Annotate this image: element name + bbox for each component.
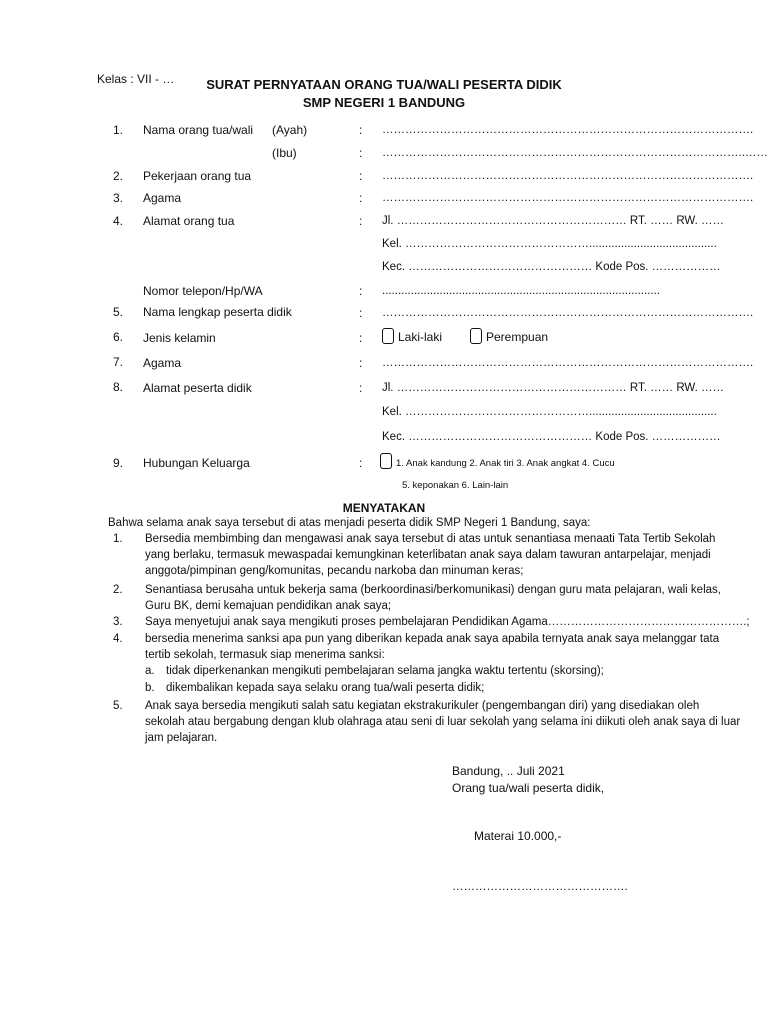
document-title: SURAT PERNYATAAN ORANG TUA/WALI PESERTA DIDIK	[206, 77, 562, 92]
list-item-number: 2.	[113, 584, 123, 596]
input-occupation[interactable]: …………………………………………………………………………………….	[382, 170, 754, 182]
colon: :	[359, 284, 363, 298]
colon: :	[359, 381, 363, 395]
row-number: 4.	[113, 214, 124, 228]
field-label-student-religion: Agama	[143, 356, 182, 370]
field-sublabel-mother: (Ibu)	[272, 146, 297, 160]
field-label-student-address: Alamat peserta didik	[143, 381, 252, 395]
list-item-line: Guru BK, demi kemajuan pendidikan anak saya;	[145, 600, 392, 612]
list-item-number: 5.	[113, 700, 123, 712]
sublist-item-line: dikembalikan kepada saya selaku orang tua/wali peserta didik;	[166, 682, 485, 694]
list-item-number: 3.	[113, 616, 123, 628]
checkbox-male[interactable]	[382, 328, 394, 344]
row-number: 5.	[113, 305, 124, 319]
input-student-kecamatan[interactable]: Kec. ………………………………………… Kode Pos. ………………	[382, 431, 721, 443]
gender-option-male[interactable]: Laki-laki	[382, 328, 442, 344]
colon: :	[359, 169, 363, 183]
list-item-line: Anak saya bersedia mengikuti salah satu kegiatan ekstrakurikuler (pengembangan diri) yang disediakan oleh	[145, 700, 700, 712]
field-label-gender: Jenis kelamin	[143, 331, 216, 345]
input-parent-kecamatan[interactable]: Kec. ………………………………………… Kode Pos. ………………	[382, 261, 721, 273]
input-mother-name[interactable]: …………………………………………………………………………………..……	[382, 147, 768, 159]
school-name: SMP NEGERI 1 BANDUNG	[302, 95, 466, 110]
input-father-name[interactable]: …………………………………………………………………………………….	[382, 124, 754, 136]
row-number: 8.	[113, 380, 124, 394]
input-parent-street[interactable]: Jl. …………………………………………………… RT. …… RW. ……	[382, 215, 725, 227]
list-item-number: 4.	[113, 633, 123, 645]
field-label-student-name: Nama lengkap peserta didik	[143, 305, 292, 319]
input-phone[interactable]: .......................................................................................	[382, 285, 660, 297]
field-label-parent-religion: Agama	[143, 191, 182, 205]
input-parent-kelurahan[interactable]: Kel. …………………………………………........................................	[382, 238, 717, 250]
colon: :	[359, 306, 363, 320]
signature-line[interactable]: ……………………………………….	[452, 881, 628, 893]
field-label-occupation: Pekerjaan orang tua	[143, 169, 252, 183]
statement-intro: Bahwa selama anak saya tersebut di atas menjadi peserta didik SMP Negeri 1 Bandung, saya:	[108, 517, 591, 529]
signature-place-date: Bandung, .. Juli 2021	[452, 764, 565, 778]
sublist-item-letter: a.	[145, 665, 155, 677]
row-number: 7.	[113, 355, 124, 369]
checkbox-relationship[interactable]	[380, 453, 392, 469]
row-number: 9.	[113, 456, 124, 470]
colon: :	[359, 456, 363, 470]
colon: :	[359, 146, 363, 160]
list-item-line: bersedia menerima sanksi apa pun yang diberikan kepada anak saya apabila ternyata anak saya melanggar tata	[145, 633, 720, 645]
gender-option-female[interactable]: Perempuan	[470, 328, 548, 344]
input-parent-religion[interactable]: …………………………………………………………………………………….	[382, 192, 754, 204]
list-item-line: yang berlaku, termasuk mewaspadai kemungkinan keterlibatan anak saya dalam tawuran antarpelajar, menjadi	[145, 549, 711, 561]
input-student-name[interactable]: …………………………………………………………………………………….	[382, 307, 754, 319]
input-student-religion[interactable]: …………………………………………………………………………………….	[382, 357, 754, 369]
materai-label: Materai 10.000,-	[474, 829, 562, 843]
list-item-line: anggota/pimpinan geng/komunitas, pecandu narkoba dan minuman keras;	[145, 565, 524, 577]
list-item-line: Saya menyetujui anak saya mengikuti proses pembelajaran Pendidikan Agama…………………………………………….;	[145, 616, 750, 628]
field-sublabel-father: (Ayah)	[272, 123, 308, 137]
colon: :	[359, 123, 363, 137]
list-item-line: jam pelajaran.	[145, 732, 218, 744]
input-student-kelurahan[interactable]: Kel. …………………………………………........................................	[382, 406, 717, 418]
input-student-street[interactable]: Jl. …………………………………………………… RT. …… RW. ……	[382, 382, 725, 394]
statement-heading: MENYATAKAN	[342, 501, 426, 515]
row-number: 1.	[113, 123, 124, 137]
checkbox-female[interactable]	[470, 328, 482, 344]
row-number: 6.	[113, 330, 124, 344]
relationship-options-extra: 5. keponakan 6. Lain-lain	[402, 480, 509, 491]
field-label-parent-name: Nama orang tua/wali	[143, 123, 254, 137]
field-label-relationship: Hubungan Keluarga	[143, 456, 250, 470]
colon: :	[359, 214, 363, 228]
field-label-phone: Nomor telepon/Hp/WA	[143, 284, 263, 298]
row-number: 2.	[113, 169, 124, 183]
colon: :	[359, 331, 363, 345]
list-item-number: 1.	[113, 533, 123, 545]
list-item-line: sekolah atau bergabung dengan klub olahraga atau seni di luar sekolah yang selama ini diikuti oleh anak saya di luar	[145, 716, 741, 728]
colon: :	[359, 191, 363, 205]
sublist-item-letter: b.	[145, 682, 155, 694]
relationship-options[interactable]: 1. Anak kandung 2. Anak tiri 3. Anak angkat 4. Cucu	[380, 453, 615, 469]
list-item-line: tertib sekolah, termasuk siap menerima sanksi:	[145, 649, 385, 661]
list-item-line: Senantiasa berusaha untuk bekerja sama (berkoordinasi/berkomunikasi) dengan guru mata pelajaran, wali kelas,	[145, 584, 721, 596]
colon: :	[359, 356, 363, 370]
field-label-parent-address: Alamat orang tua	[143, 214, 235, 228]
sublist-item-line: tidak diperkenankan mengikuti pembelajaran selama jangka waktu tertentu (skorsing);	[166, 665, 604, 677]
row-number: 3.	[113, 191, 124, 205]
signature-role: Orang tua/wali peserta didik,	[452, 781, 605, 795]
list-item-line: Bersedia membimbing dan mengawasi anak saya tersebut di atas untuk senantiasa menaati Tata Tertib Sekolah	[145, 533, 716, 545]
kelas-label: Kelas : VII - …	[97, 72, 175, 86]
